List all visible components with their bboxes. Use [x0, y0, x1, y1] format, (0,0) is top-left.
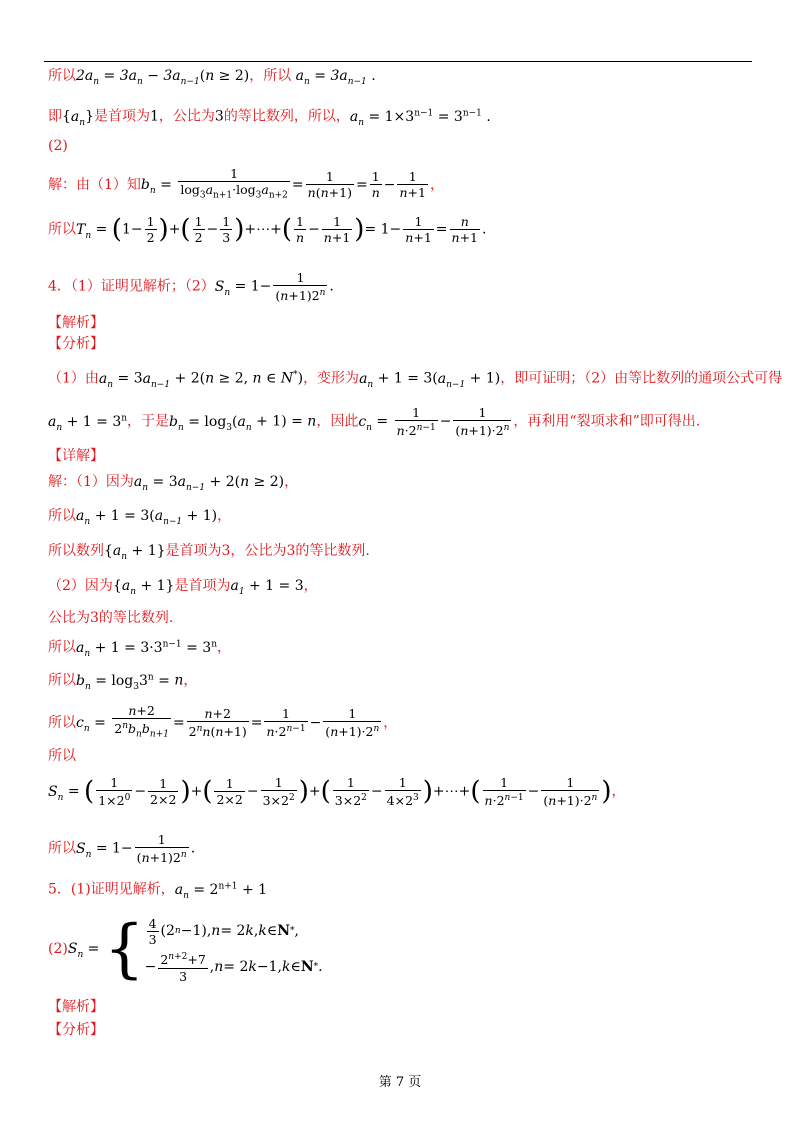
line-4: 解：由（1）知$b_n$ = $\frac{1}{\log_3a_{n+1}\cdot\log_3a_{n+2}}$ = $\frac{1}{n(n+1)}$ = $\frac{1}{n}$ − $\frac{1}{n+1}$ ，	[48, 166, 444, 201]
analysis-2-mid2: ，因此	[316, 413, 359, 430]
detail-11-prefix: 所以	[48, 840, 76, 857]
analysis-line-2: $a_n + 1 = 3^n$，于是$b_n = \log_3(a_n + 1) = n$，因此$c_n$ = $\frac{1}{n\cdot 2^{n-1}}$ − $\frac{1}{(n+1)\cdot 2^n}$ ，再利用“裂项求和”即可得出.	[48, 405, 701, 439]
header-rule	[44, 61, 752, 62]
q5-part2-label: (2)	[48, 941, 68, 957]
analysis-1-start: （1）由	[48, 370, 99, 387]
detail-3-prefix: 所以数列	[48, 543, 104, 559]
detail-line-6: 所以$a_n + 1 = 3\cdot 3^{n-1} = 3^n$，	[48, 639, 232, 659]
part2-label: (2)	[48, 138, 68, 154]
jiexi-heading: 【解析】	[48, 315, 104, 331]
analysis-2-mid1: ，于是	[127, 413, 170, 430]
analysis-1-end: ，即可证明；（2）由等比数列的通项公式可得	[500, 370, 783, 387]
detail-7-prefix: 所以	[48, 672, 76, 689]
fenxi-heading: 【分析】	[48, 336, 104, 352]
detail-line-2: 所以$a_n + 1 = 3(a_{n-1} + 1)$，	[48, 508, 232, 527]
q5-line-1: 5．(1)证明见解析，$a_n = 2^{n+1} + 1$	[48, 881, 268, 901]
detail-line-3: 所以数列$\{a_n + 1\}$是首项为3，公比为3的等比数列.	[48, 543, 370, 562]
detail-line-10: $S_n$ = ( $\frac{1}{1\times 2^0}$ − $\frac{1}{2\times 2}$ )+( $\frac{1}{2\times 2}$ − $\frac{1}{3\times 2^2}$ )+( $\frac{1}{3\times 2^2}$ − $\frac{1}{4\times 2^3}$ )+⋯+( $\frac{1}{n\cdot 2^{n-1}}$ − $\frac{1}{(n+1)\cdot 2^n}$ )，	[48, 775, 626, 809]
xiangjie-heading: 【详解】	[48, 448, 104, 464]
detail-4-mid: 是首项为	[174, 578, 231, 594]
jiexi-heading-2: 【解析】	[48, 999, 104, 1015]
detail-1-prefix: 解：（1）因为	[48, 474, 134, 490]
analysis-line-1: （1）由$a_n = 3a_{n-1} + 2(n \ge 2$, n ∈ N*)，变形为$a_n + 1 = 3(a_{n-1} + 1)$，即可证明；（2）由等比数列的通项公式可得	[48, 370, 783, 390]
detail-line-11: 所以$S_n = 1-$ $\frac{1}{(n+1)2^n}$ .	[48, 832, 196, 866]
analysis-1-mid: ，变形为	[303, 370, 360, 387]
page-number: 第 7 页	[378, 1075, 422, 1090]
q5-line-2: $(2)S_n$ = { $\frac{4}{3}$ (2 n −1), n = 2 k , k ∈ N * , − $\frac{2^{n+2}+7}{3}$ , n = 2 k −1, k ∈ N * .	[48, 912, 323, 986]
line-5: 所以$T_n = (1-$ $\frac{1}{2}$ )+( $\frac{1}{2}$ − $\frac{1}{3}$ )+⋯+( $\frac{1}{n}$ − $\frac{1}{n+1}$ )= 1− $\frac{1}{n+1}$ = $\frac{n}{n+1}$ .	[48, 214, 487, 245]
detail-6-prefix: 所以	[48, 639, 76, 656]
detail-line-9: 所以	[48, 748, 76, 764]
detail-8-prefix: 所以	[48, 714, 76, 731]
detail-3-end: 是首项为3，公比为3的等比数列.	[165, 543, 370, 559]
detail-line-7: 所以$b_n = \log_33^n = n$，	[48, 672, 198, 692]
line-2: 即$\{a_n\}$是首项为1，公比为3的等比数列，所以，$a_n = 1\times 3^{n-1} = 3^{n-1}$ .	[48, 108, 491, 128]
q4-answer: 4．（1）证明见解析；$(2)S_n = 1-$ $\frac{1}{(n+1)2^n}$ .	[48, 270, 334, 304]
detail-line-4: （2）因为$\{a_n + 1\}$是首项为$a_1 + 1 = 3$，	[48, 578, 318, 597]
q5-prefix: 5．(1)证明见解析，	[48, 881, 175, 898]
detail-4-prefix: （2）因为	[48, 578, 113, 594]
detail-2-prefix: 所以	[48, 508, 76, 524]
q4-prefix: 4．（1）证明见解析；（2）	[48, 278, 215, 295]
line-1: 所以$2a_n = 3a_n - 3a_{n-1}(n \ge 2)$，所以 $a_n = 3a_{n-1}$ .	[48, 68, 376, 87]
line-4-prefix: 解：由（1）知	[48, 176, 141, 193]
fenxi-heading-2: 【分析】	[48, 1022, 104, 1038]
line-5-prefix: 所以	[48, 221, 76, 238]
detail-line-1: 解：（1）因为$a_n = 3a_{n-1} + 2(n \ge 2)$，	[48, 474, 299, 493]
detail-line-5: 公比为3的等比数列.	[48, 610, 174, 626]
analysis-2-end: ，再利用“裂项求和”即可得出.	[513, 413, 701, 430]
detail-line-8: 所以$c_n$ = $\frac{n+2}{2^nb_nb_{n+1}}$ = $\frac{n+2}{2^nn(n+1)}$ = $\frac{1}{n\cdot 2^{n-1}}$ − $\frac{1}{(n+1)\cdot 2^n}$ ，	[48, 703, 398, 740]
